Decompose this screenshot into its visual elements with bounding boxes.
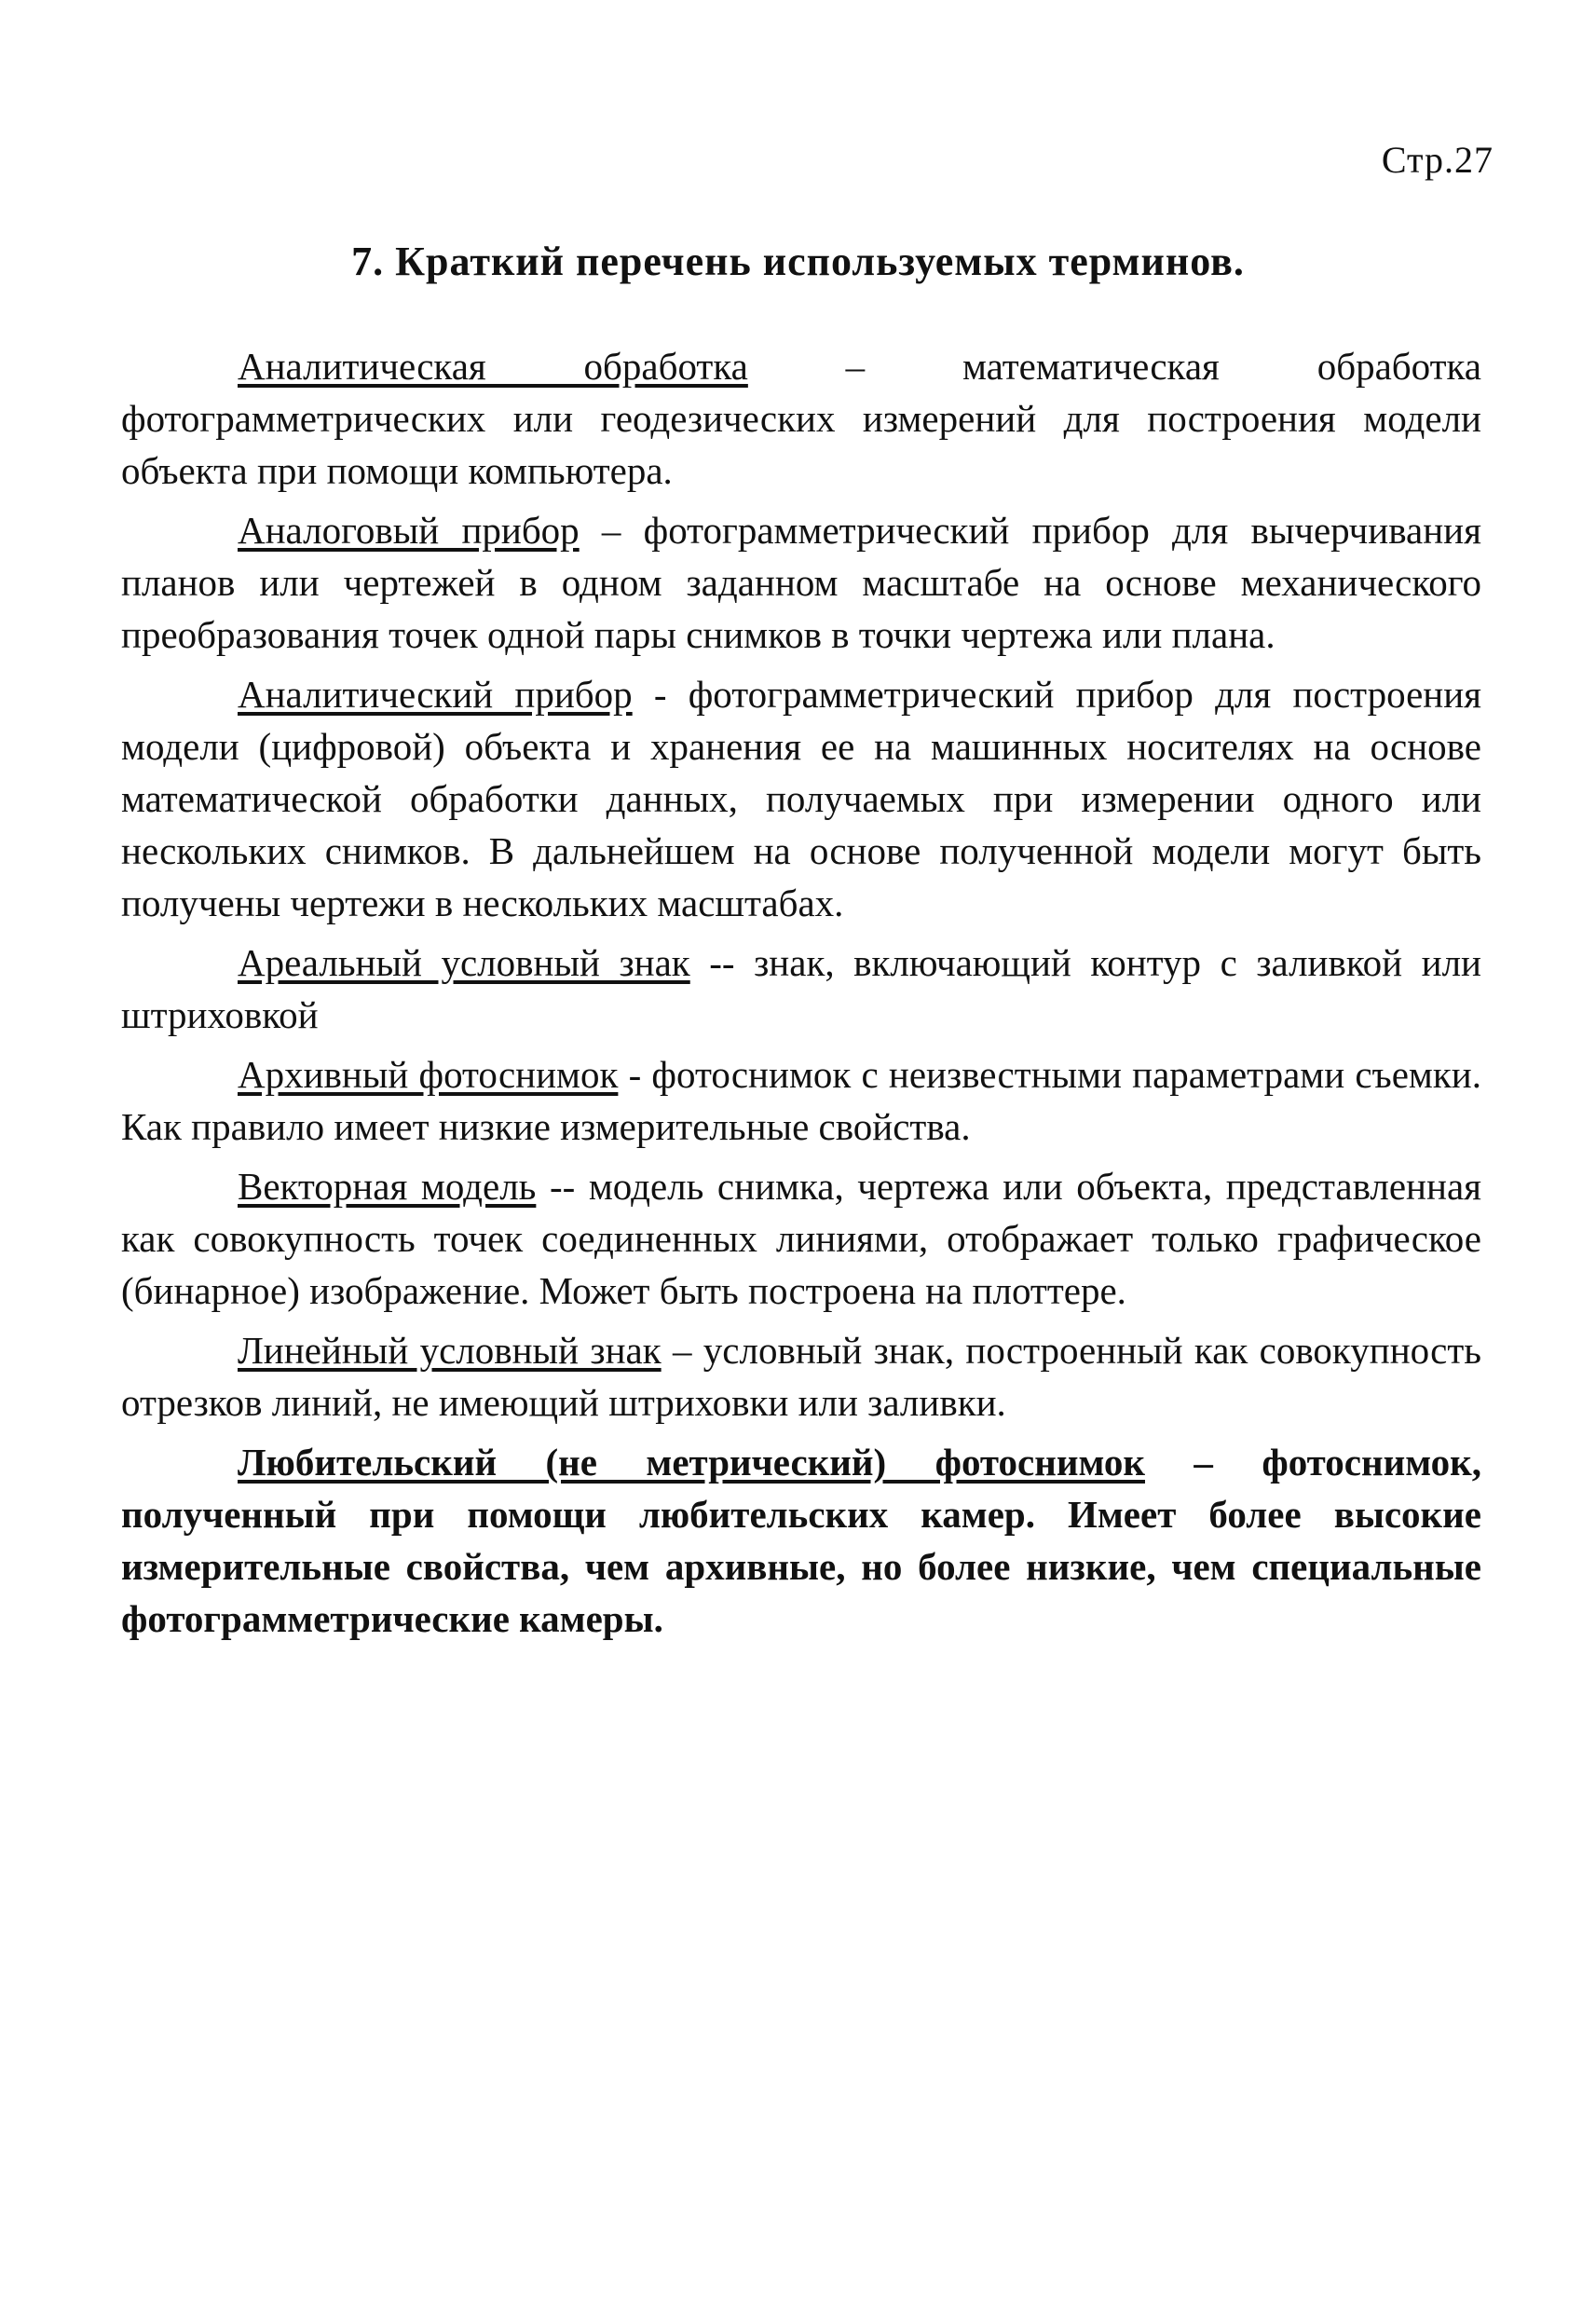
glossary-term: Архивный фотоснимок bbox=[238, 1053, 619, 1096]
glossary-term: Аналоговый прибор bbox=[238, 509, 580, 552]
glossary-definition: – фотоснимок, полученный при помощи любительских камер. Имеет более высокие измерительные свойства, чем архивные, но более низкие, чем специальные фотограмметрические камеры. bbox=[121, 1441, 1481, 1640]
glossary-term: Линейный условный знак bbox=[238, 1329, 662, 1372]
glossary-entry bbox=[121, 340, 1481, 497]
glossary-definition: - фотограмметрический прибор для построения модели (цифровой) объекта и хранения ее на машинных носителях на основе математической обработки данных, получаемых при измерении одного или нескольких снимков. В дальнейшем на основе полученной модели могут быть получены чертежи в нескольких масштабах. bbox=[121, 673, 1482, 924]
glossary-definition: – фотограмметрический прибор для вычерчивания планов или чертежей в одном заданном масштабе на основе механического преобразования точек одной пары снимков в точки чертежа или плана. bbox=[121, 509, 1481, 656]
glossary-definition: – математическая обработка фотограмметрических или геодезических измерений для построения модели объекта при помощи компьютера. bbox=[121, 345, 1481, 492]
glossary-definition: - фотоснимок с неизвестными параметрами съемки. Как правило имеет низкие измерительные свойства. bbox=[121, 1053, 1481, 1148]
glossary-definition: -- знак, включающий контур с заливкой или штриховкой bbox=[121, 941, 1481, 1036]
glossary-term: Ареальный условный знак bbox=[238, 941, 690, 984]
glossary-entry bbox=[121, 1324, 1481, 1429]
glossary-entry bbox=[121, 504, 1481, 661]
glossary-definition: -- модель снимка, чертежа или объекта, представленная как совокупность точек соединенных линиями, отображает только графическое (бинарное) изображение. Может быть построена на плоттере. bbox=[121, 1165, 1481, 1312]
glossary-term: Аналитическая обработка bbox=[238, 345, 748, 388]
glossary-definition: – условный знак, построенный как совокупность отрезков линий, не имеющий штриховки или заливки. bbox=[121, 1329, 1481, 1424]
glossary-entry bbox=[121, 1436, 1481, 1645]
section-title: 7. Краткий перечень используемых терминов. bbox=[351, 239, 1245, 284]
glossary-entry bbox=[121, 668, 1481, 929]
glossary-term: Аналитический прибор bbox=[238, 673, 633, 716]
page-number: Стр.27 bbox=[1381, 139, 1494, 181]
glossary-entry bbox=[121, 1160, 1481, 1317]
glossary-term: Любительский (не метрический) фотоснимок bbox=[238, 1441, 1145, 1484]
glossary-entry bbox=[121, 937, 1481, 1041]
glossary-list bbox=[121, 340, 1481, 1652]
glossary-term: Векторная модель bbox=[238, 1165, 537, 1208]
glossary-entry bbox=[121, 1048, 1481, 1153]
